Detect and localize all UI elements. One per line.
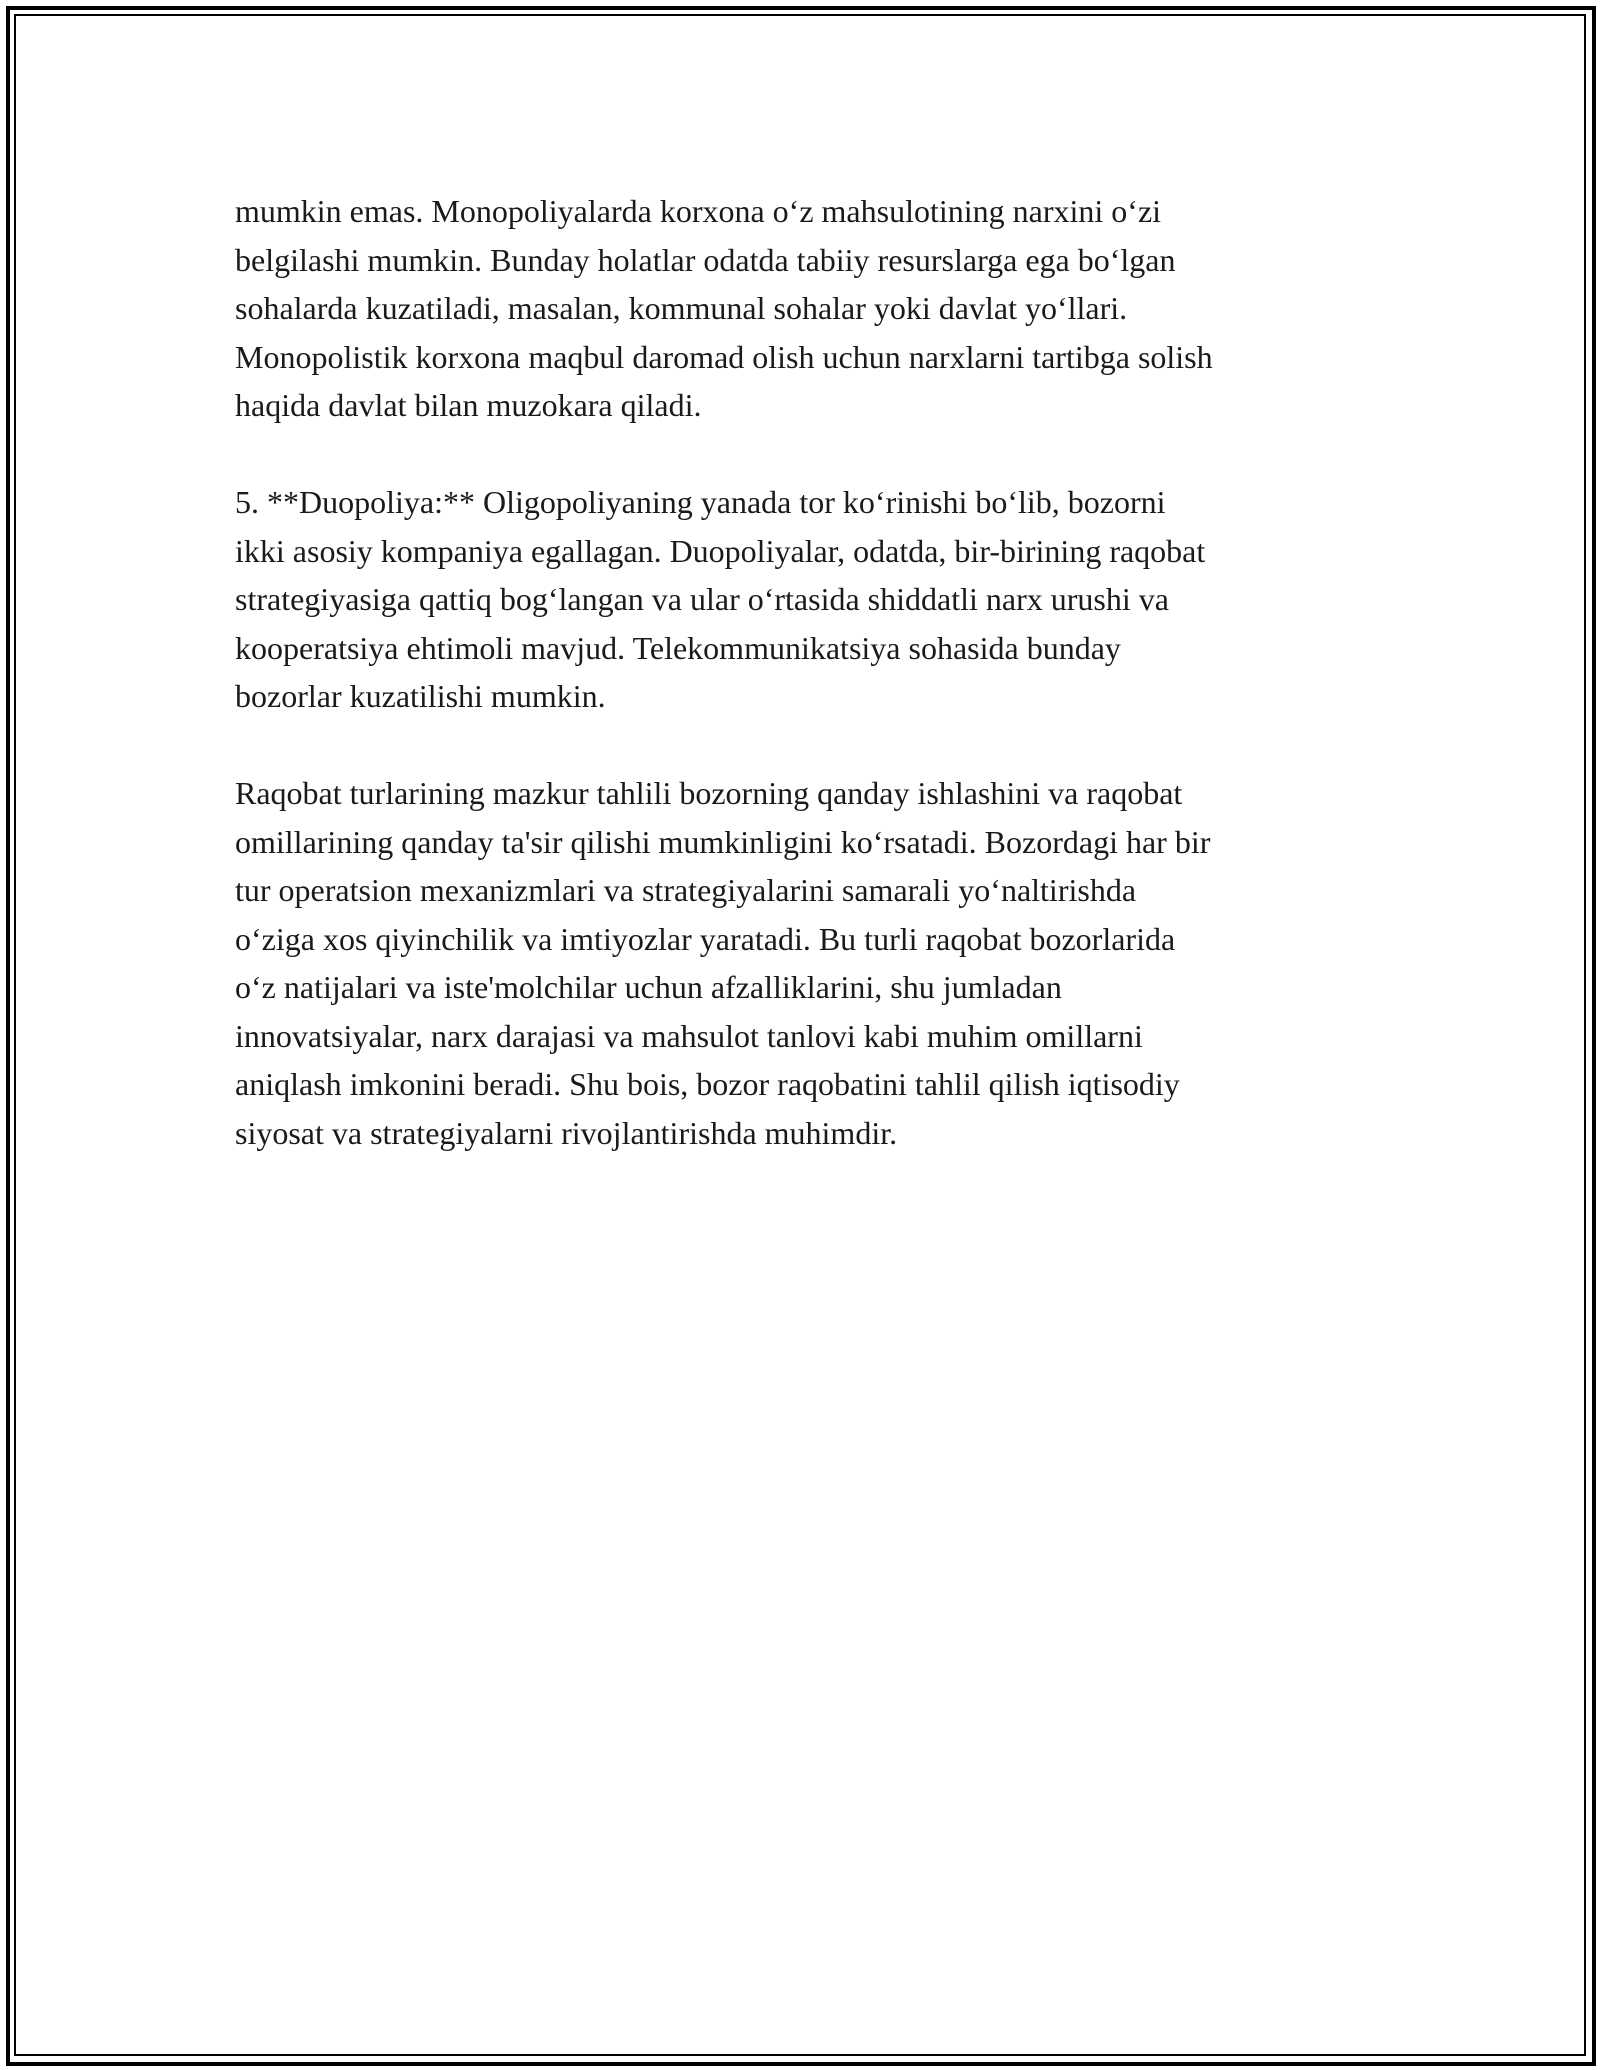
text-line: omillarining qanday ta'sir qilishi mumkinligini ko‘rsatadi. Bozordagi har bir — [235, 823, 1211, 860]
text-line: siyosat va strategiyalarni rivojlantirishda muhimdir. — [235, 1114, 898, 1151]
text-line: bozorlar kuzatilishi mumkin. — [235, 678, 606, 714]
text-line: Raqobat turlarining mazkur tahlili bozorning qanday ishlashini va raqobat — [235, 775, 1183, 811]
text-line: strategiyasiga qattiq bog‘langan va ular o‘rtasida shiddatli narx urushi va — [235, 581, 1169, 617]
text-line: belgilashi mumkin. Bunday holatlar odatda tabiiy resurslarga ega bo‘lgan — [235, 241, 1176, 278]
paragraph-conclusion — [235, 769, 1395, 1157]
text-line: tur operatsion mexanizmlari va strategiyalarini samarali yo‘naltirishda — [235, 872, 1137, 908]
text-line: mumkin emas. Monopoliyalarda korxona o‘z mahsulotining narxini o‘zi — [235, 193, 1162, 229]
text-line: aniqlash imkonini beradi. Shu bois, bozor raqobatini tahlil qilish iqtisodiy — [235, 1066, 1180, 1102]
text-line: 5. **Duopoliya:** Oligopoliyaning yanada tor ko‘rinishi bo‘lib, bozorni — [235, 484, 1166, 520]
text-line: Monopolistik korxona maqbul daromad olish uchun narxlarni tartibga solish — [235, 338, 1213, 375]
text-line: o‘z natijalari va iste'molchilar uchun afzalliklarini, shu jumladan — [235, 969, 1062, 1005]
text-line: haqida davlat bilan muzokara qiladi. — [235, 387, 702, 423]
text-line: ikki asosiy kompaniya egallagan. Duopoliyalar, odatda, bir-birining raqobat — [235, 532, 1206, 569]
text-line: sohalarda kuzatiladi, masalan, kommunal sohalar yoki davlat yo‘llari. — [235, 290, 1128, 326]
paragraph-monopoly-continued — [235, 187, 1395, 430]
paragraph-duopoly — [235, 478, 1395, 721]
text-line: kooperatsiya ehtimoli mavjud. Telekommunikatsiya sohasida bunday — [235, 629, 1121, 666]
text-line: innovatsiyalar, narx darajasi va mahsulot tanlovi kabi muhim omillarni — [235, 1017, 1143, 1054]
text-line: o‘ziga xos qiyinchilik va imtiyozlar yaratadi. Bu turli raqobat bozorlarida — [235, 920, 1176, 957]
document-body — [235, 187, 1395, 1206]
